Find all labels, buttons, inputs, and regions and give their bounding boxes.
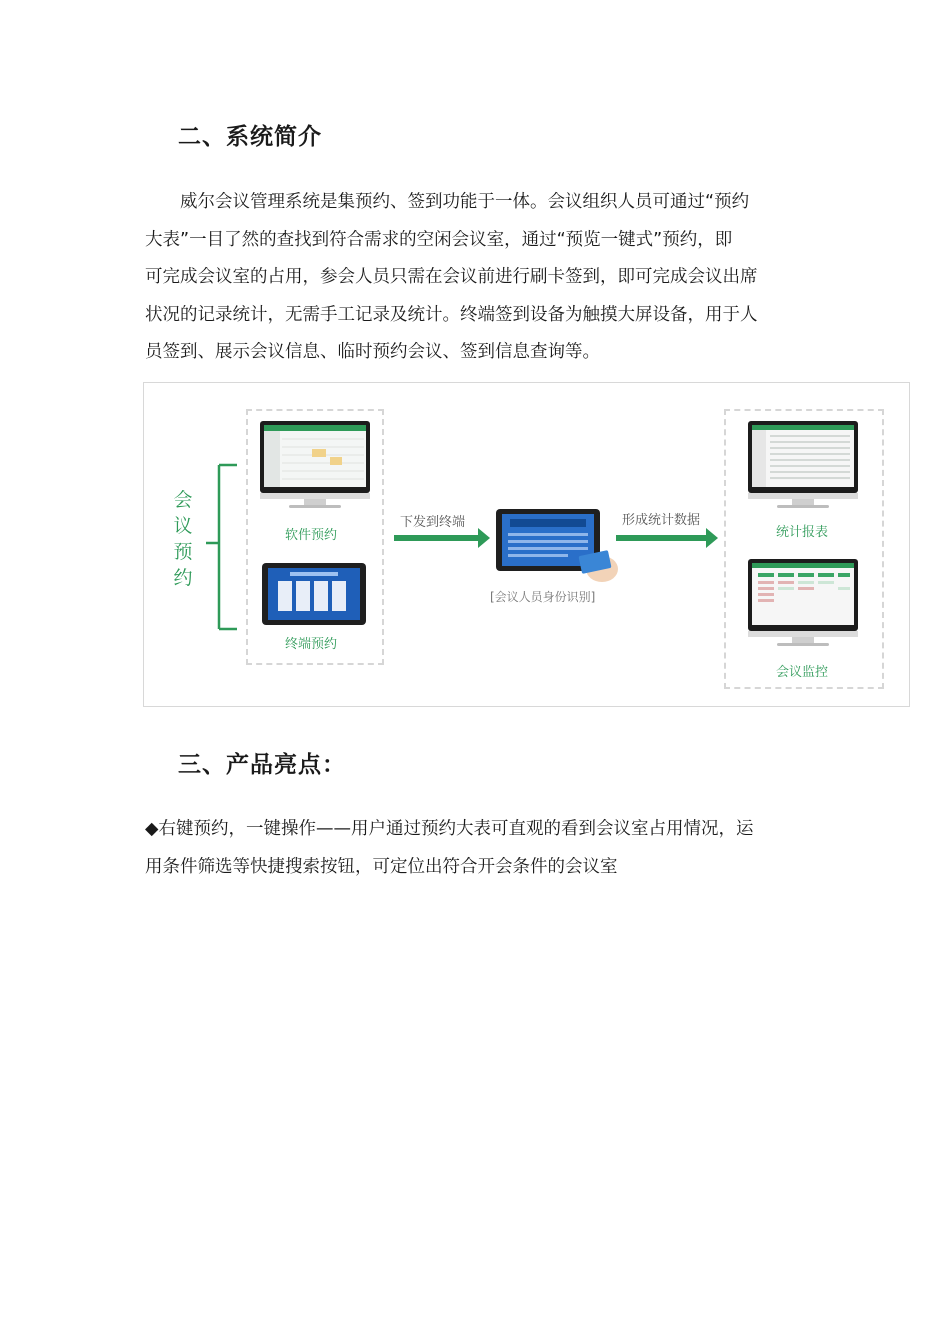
highlight-line: ◆右键预约，一键操作——用户通过预约大表可直观的看到会议室占用情况，运 bbox=[145, 819, 754, 839]
software-booking-caption: 软件预约 bbox=[285, 528, 338, 543]
section-title-intro: 二、系统简介 bbox=[178, 124, 322, 150]
monitoring-caption: 会议监控 bbox=[776, 665, 829, 680]
statistics-caption: 统计报表 bbox=[776, 525, 829, 540]
system-flow-diagram bbox=[143, 382, 910, 707]
identity-caption: [会议人员身份识别] bbox=[490, 590, 596, 604]
id-terminal-icon bbox=[496, 509, 618, 582]
terminal-booking-caption: 终端预约 bbox=[285, 637, 338, 652]
arrow-to-terminal bbox=[394, 528, 490, 548]
intro-line: 威尔会议管理系统是集预约、签到功能于一体。会议组织人员可通过“预约 bbox=[180, 192, 750, 212]
highlight-line: 用条件筛选等快捷搜索按钮，可定位出符合开会条件的会议室 bbox=[145, 856, 618, 877]
intro-line: 大表”一目了然的查找到符合需求的空闲会议室，通过“预览一键式”预约，即 bbox=[145, 229, 733, 250]
arrow-to-statistics bbox=[616, 528, 718, 548]
vertical-char: 预 bbox=[173, 541, 193, 563]
highlights-paragraph bbox=[145, 811, 807, 886]
intro-line: 可完成会议室的占用，参会人员只需在会议前进行刷卡签到，即可完成会议出席 bbox=[145, 267, 758, 287]
software-monitor-icon bbox=[260, 421, 370, 508]
vertical-char: 会 bbox=[173, 489, 193, 511]
vertical-char: 约 bbox=[173, 567, 193, 589]
monitoring-monitor-icon bbox=[748, 559, 858, 646]
intro-line: 状况的记录统计，无需手工记录及统计。终端签到设备为触摸大屏设备，用于人 bbox=[145, 304, 758, 325]
arrow1-label: 下发到终端 bbox=[400, 515, 466, 530]
vertical-char: 议 bbox=[173, 515, 193, 537]
terminal-tablet-icon bbox=[262, 563, 366, 625]
arrow2-label: 形成统计数据 bbox=[622, 513, 701, 528]
diagram-graphics bbox=[144, 383, 911, 708]
bracket bbox=[206, 465, 237, 629]
intro-line: 员签到、展示会议信息、临时预约会议、签到信息查询等。 bbox=[145, 342, 600, 362]
intro-paragraph bbox=[145, 184, 807, 372]
statistics-monitor-icon bbox=[748, 421, 858, 508]
section-title-highlights: 三、产品亮点： bbox=[178, 752, 346, 778]
